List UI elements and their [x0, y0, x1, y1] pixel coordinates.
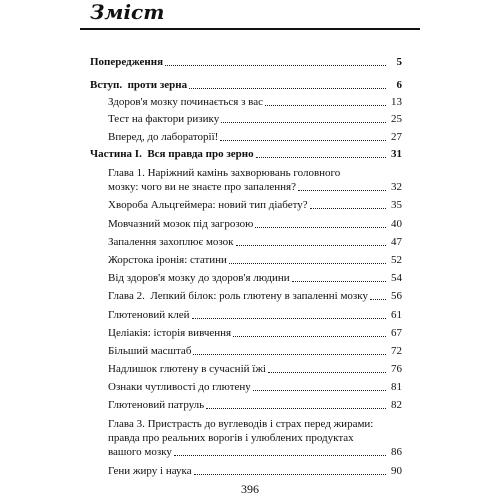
toc-entry-title: Хвороба Альцгеймера: новий тип діабету? — [108, 199, 308, 211]
toc-entry-title: Глава 2. Лепкий білок: роль глютену в запаленні мозку — [108, 290, 368, 302]
toc-entry-title: Запалення захоплює мозок — [108, 236, 234, 248]
toc-page-number: 25 — [391, 113, 402, 125]
toc-leader — [310, 208, 386, 209]
toc-entry-risk-test[interactable] — [108, 112, 402, 126]
toc-leader — [256, 157, 386, 158]
toc-entry-chapter-1[interactable] — [108, 166, 402, 194]
toc-page-number: 61 — [391, 309, 402, 321]
toc-entry-chapter-2[interactable] — [108, 289, 402, 303]
toc-page-number: 31 — [391, 148, 402, 160]
toc-leader — [189, 88, 386, 89]
toc-page-number: 40 — [391, 218, 402, 230]
toc-entry-title: Надлишок глютену в сучасній їжі — [108, 363, 266, 375]
toc-entry-title: Від здоров'я мозку до здоров'я людини — [108, 272, 290, 284]
toc-leader — [229, 263, 386, 264]
toc-page-number: 54 — [391, 272, 402, 284]
toc-leader — [220, 140, 386, 141]
toc-page-number: 27 — [391, 131, 402, 143]
toc-page-number: 32 — [391, 181, 402, 193]
toc-page-number: 6 — [396, 79, 402, 91]
toc-entry-gluten-patrol[interactable] — [108, 398, 402, 412]
toc-leader — [265, 105, 386, 106]
toc-entry-title: вашого мозку — [108, 446, 172, 458]
page-number: 396 — [241, 482, 259, 496]
toc-page-number: 13 — [391, 96, 402, 108]
toc-entry-gluten-glue[interactable] — [108, 308, 402, 322]
toc-entry-sensitivity-signs[interactable] — [108, 380, 402, 394]
toc-entry-inflammation[interactable] — [108, 235, 402, 249]
toc-entry-title: Глютеновий патруль — [108, 399, 205, 411]
toc-entry-title: Ознаки чутливості до глютену — [108, 381, 251, 393]
toc-entry-chapter-3[interactable] — [108, 417, 402, 459]
toc-entry-title: Жорстока іронія: статини — [108, 254, 227, 266]
toc-entry-title: Гени жиру і наука — [108, 465, 192, 477]
toc-entry-title-line: Глава 1. Наріжний камінь захворювань головного — [108, 167, 341, 179]
toc-page-number: 76 — [391, 363, 402, 375]
toc-leader — [298, 190, 386, 191]
toc-entry-title: Вперед, до лабораторії! — [108, 131, 219, 143]
toc-leader — [165, 65, 386, 66]
toc-entry-title: Здоров'я мозку починається з вас — [108, 96, 263, 108]
toc-entry-alzheimer[interactable] — [108, 198, 402, 212]
toc-entry-title: Попередження — [90, 56, 164, 68]
toc-entry-intro[interactable] — [90, 78, 402, 92]
toc-page-number: 72 — [391, 345, 402, 357]
toc-leader — [292, 281, 386, 282]
toc-entry-to-lab[interactable] — [108, 130, 402, 144]
toc-leader — [193, 354, 386, 355]
toc-entry-title: Мовчазний мозок під загрозою — [108, 218, 254, 230]
toc-entry-excess-gluten[interactable] — [108, 362, 402, 376]
toc-page-number: 67 — [391, 327, 402, 339]
toc-leader — [221, 122, 386, 123]
toc-leader — [194, 474, 386, 475]
toc-page-number: 90 — [391, 465, 402, 477]
toc-leader — [370, 299, 386, 300]
toc-page-number: 86 — [391, 446, 402, 458]
toc-entry-title: Глютеновий клей — [108, 309, 190, 321]
toc-entry-celiac[interactable] — [108, 326, 402, 340]
toc-page-number: 82 — [391, 399, 402, 411]
toc-entry-title: Вступ. проти зерна — [90, 79, 188, 91]
toc-entry-title: Більший масштаб — [108, 345, 192, 357]
toc-entry-warning[interactable] — [90, 55, 402, 69]
toc-leader — [206, 408, 386, 409]
toc-entry-title-line: правда про реальних ворогів і улюблених продуктах — [108, 432, 354, 444]
toc-leader — [236, 245, 386, 246]
toc-page-number: 81 — [391, 381, 402, 393]
toc-leader — [268, 372, 386, 373]
toc-entry-title: Целіакія: історія вивчення — [108, 327, 232, 339]
toc-entry-part-1[interactable] — [90, 147, 402, 161]
toc-entry-title: Тест на фактори ризику — [108, 113, 220, 125]
toc-leader — [174, 455, 386, 456]
toc-entry-title: Частина І. Вся правда про зерно — [90, 148, 254, 160]
toc-entry-silent-brain[interactable] — [108, 217, 402, 231]
toc-entry-human-health[interactable] — [108, 271, 402, 285]
toc-leader — [253, 390, 386, 391]
toc-page-number: 52 — [391, 254, 402, 266]
toc-page-number: 5 — [396, 56, 402, 68]
toc-entry-fat-genes[interactable] — [108, 464, 402, 478]
toc-leader — [233, 336, 386, 337]
toc-leader — [255, 227, 386, 228]
toc-entry-bigger-scale[interactable] — [108, 344, 402, 358]
toc-entry-title: мозку: чого ви не знаєте про запалення? — [108, 181, 296, 193]
toc-entry-title-line: Глава 3. Пристрасть до вуглеводів і страх перед жирами: — [108, 418, 374, 430]
toc-entry-brain-health[interactable] — [108, 95, 402, 109]
toc-page-number: 56 — [391, 290, 402, 302]
toc-page-number: 35 — [391, 199, 402, 211]
toc-page-number: 47 — [391, 236, 402, 248]
page-title: Зміст — [90, 0, 165, 24]
toc-entry-statins[interactable] — [108, 253, 402, 267]
toc-leader — [192, 318, 387, 319]
